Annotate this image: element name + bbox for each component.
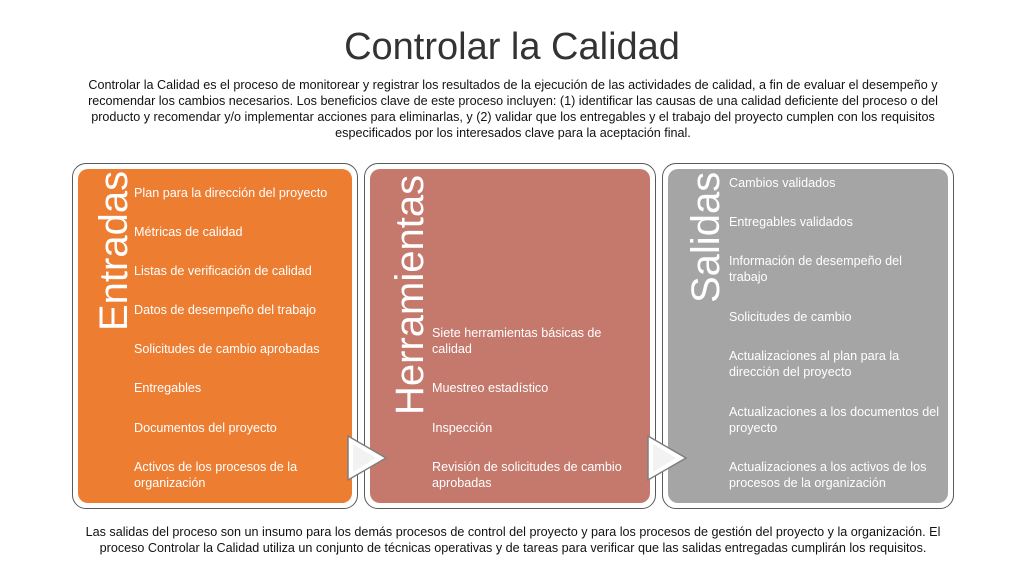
panel-salidas-label: Salidas	[684, 171, 728, 303]
list-item: Muestreo estadístico	[432, 381, 549, 395]
list-item: Datos de desempeño del trabajo	[134, 303, 317, 317]
list-item: Revisión de solicitudes de cambio aprobadas	[432, 460, 622, 490]
list-item: Documentos del proyecto	[134, 421, 277, 435]
panel-salidas	[662, 163, 954, 509]
list-item: Actualizaciones a los activos de los procesos de la organización	[729, 460, 927, 490]
panel-entradas-background	[78, 169, 352, 503]
list-item: Solicitudes de cambio aprobadas	[134, 342, 320, 356]
list-item: Siete herramientas básicas de calidad	[432, 326, 602, 356]
page-title: Controlar la Calidad	[344, 26, 680, 68]
list-item: Información de desempeño del trabajo	[729, 254, 902, 284]
list-item: Actualizaciones al plan para la dirección del proyecto	[729, 349, 900, 379]
list-item: Solicitudes de cambio	[729, 310, 852, 324]
panel-salidas-background	[668, 169, 948, 503]
panel-herramientas-label: Herramientas	[388, 174, 432, 415]
list-item: Métricas de calidad	[134, 225, 243, 239]
intro-paragraph: Controlar la Calidad es el proceso de monitorear y registrar los resultados de la ejecución de las actividades de calidad, a fin de evaluar el desempeño y recomendar los cambios necesarios. Los beneficios clave de este proceso incluyen: (1) identificar las causas de una calidad deficiente del proceso o del producto y recomendar y/o implementar acciones para eliminarlas, y (2) validar que los entregables y el trabajo del proyecto cumplen con los requisitos especificados por los interesados clave para la aceptación final.	[88, 78, 938, 140]
panel-herramientas-background	[370, 169, 650, 503]
list-item: Cambios validados	[729, 176, 836, 190]
list-item: Inspección	[432, 421, 493, 435]
list-item: Plan para la dirección del proyecto	[134, 186, 328, 200]
footer-paragraph: Las salidas del proceso son un insumo para los demás procesos de control del proyecto y para los procesos de gestión del proyecto y la organización. El proceso Controlar la Calidad utiliza un conjunto de técnicas operativas y de tareas para verificar que las salidas entregadas cumplirán los requisitos.	[85, 525, 941, 555]
list-item: Entregables validados	[729, 215, 853, 229]
panel-entradas-label: Entradas	[92, 170, 136, 331]
list-item: Listas de verificación de calidad	[134, 264, 312, 278]
arrow-right-icon	[346, 434, 390, 482]
panel-entradas	[72, 163, 358, 509]
arrow-right-icon	[646, 434, 690, 482]
panel-herramientas	[364, 163, 656, 509]
list-item: Activos de los procesos de la organización	[134, 460, 298, 490]
list-item: Actualizaciones a los documentos del proyecto	[729, 405, 940, 435]
list-item: Entregables	[134, 381, 202, 395]
